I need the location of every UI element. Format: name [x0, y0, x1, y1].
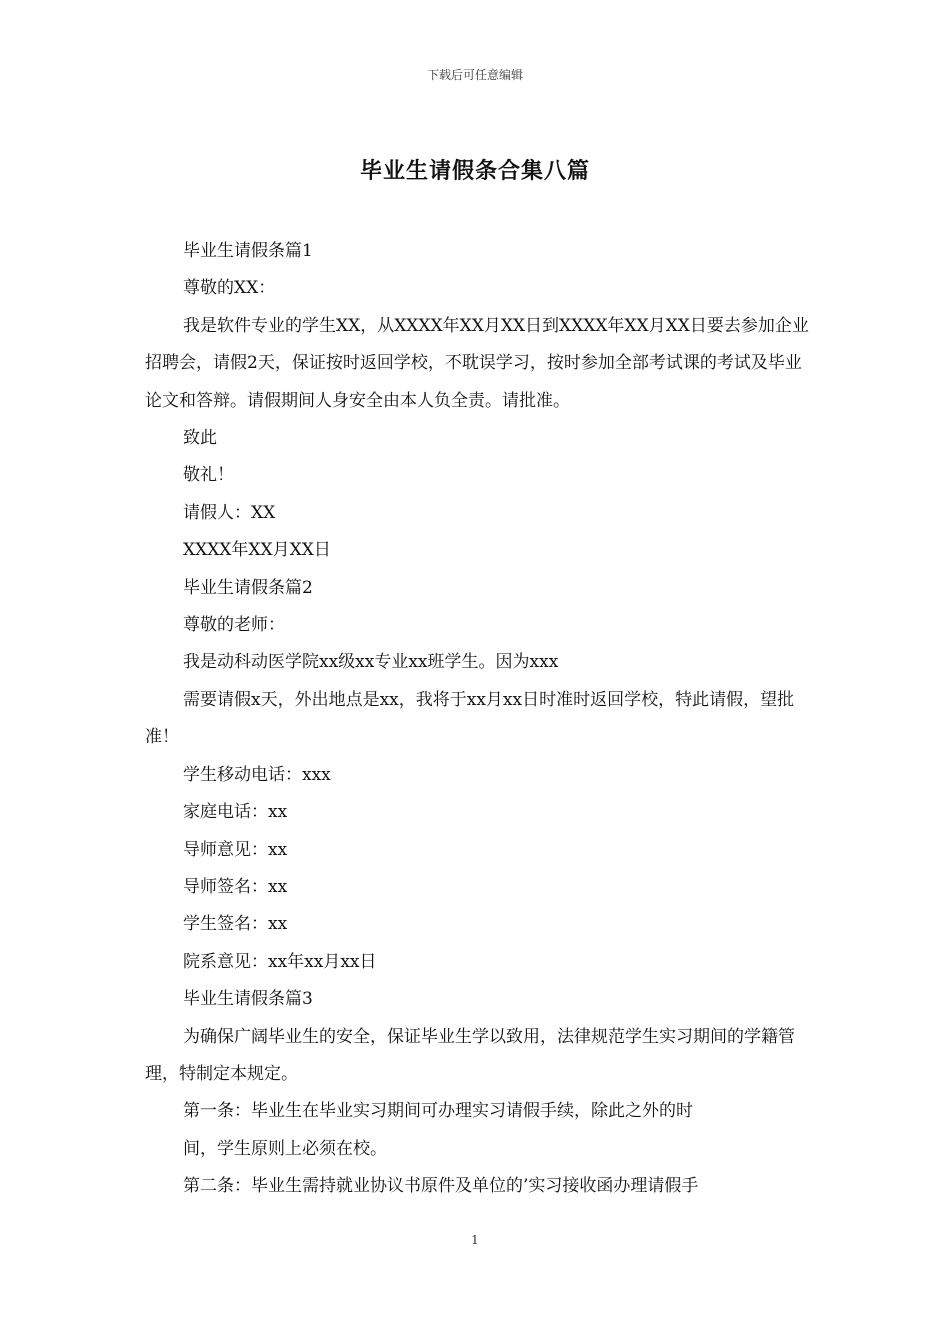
page-header: 下载后可任意编辑 — [426, 68, 523, 82]
section-heading-1: 毕业生请假条篇1 — [183, 241, 313, 261]
body-paragraph: 我是动科动医学院xx级xx专业xx班学生。因为xxx — [183, 652, 559, 673]
article-line: 间，学生原则上必须在校。 — [183, 1138, 387, 1159]
info-line: 学生移动电话：xxx — [183, 764, 331, 785]
closing-regards: 敬礼！ — [183, 465, 234, 486]
page-number: 1 — [471, 1233, 479, 1247]
date-line: XXXX年XX月XX日 — [183, 540, 331, 561]
closing-line: 致此 — [183, 428, 217, 449]
info-line: 家庭电话：xx — [183, 802, 288, 823]
body-paragraph: 我是软件专业的学生XX，从XXXX年XX月XX日到XXXX年XX月XX日要去参加企业招聘会，请假2天，保证按时返回学校，不耽误学习，按时参加全部考试课的考试及毕业论文和答辩。请假期间人身安全由本人负全责。请批准。 — [145, 315, 809, 411]
section-heading-2: 毕业生请假条篇2 — [183, 577, 313, 598]
document-title: 毕业生请假条合集八篇 — [359, 158, 590, 184]
requester-line: 请假人：XX — [183, 502, 276, 523]
info-line: 导师意见：xx — [183, 839, 288, 860]
info-line: 学生签名：xx — [183, 914, 288, 935]
section-heading-3: 毕业生请假条篇3 — [183, 989, 313, 1010]
article-line: 第二条：毕业生需持就业协议书原件及单位的’实习接收函办理请假手 — [183, 1176, 699, 1197]
body-paragraph: 需要请假x天，外出地点是xx，我将于xx月xx日时准时返回学校，特此请假，望批准！ — [145, 689, 795, 748]
info-line: 院系意见：xx年xx月xx日 — [183, 951, 377, 972]
salutation: 尊敬的XX： — [183, 278, 276, 299]
info-line: 导师签名：xx — [183, 876, 288, 897]
salutation: 尊敬的老师： — [183, 615, 285, 636]
article-line: 第一条：毕业生在毕业实习期间可办理实习请假手续，除此之外的时 — [183, 1101, 693, 1122]
body-paragraph: 为确保广阔毕业生的安全，保证毕业生学以致用，法律规范学生实习期间的学籍管理，特制定本规定。 — [145, 1026, 795, 1084]
document-body — [145, 233, 810, 1206]
